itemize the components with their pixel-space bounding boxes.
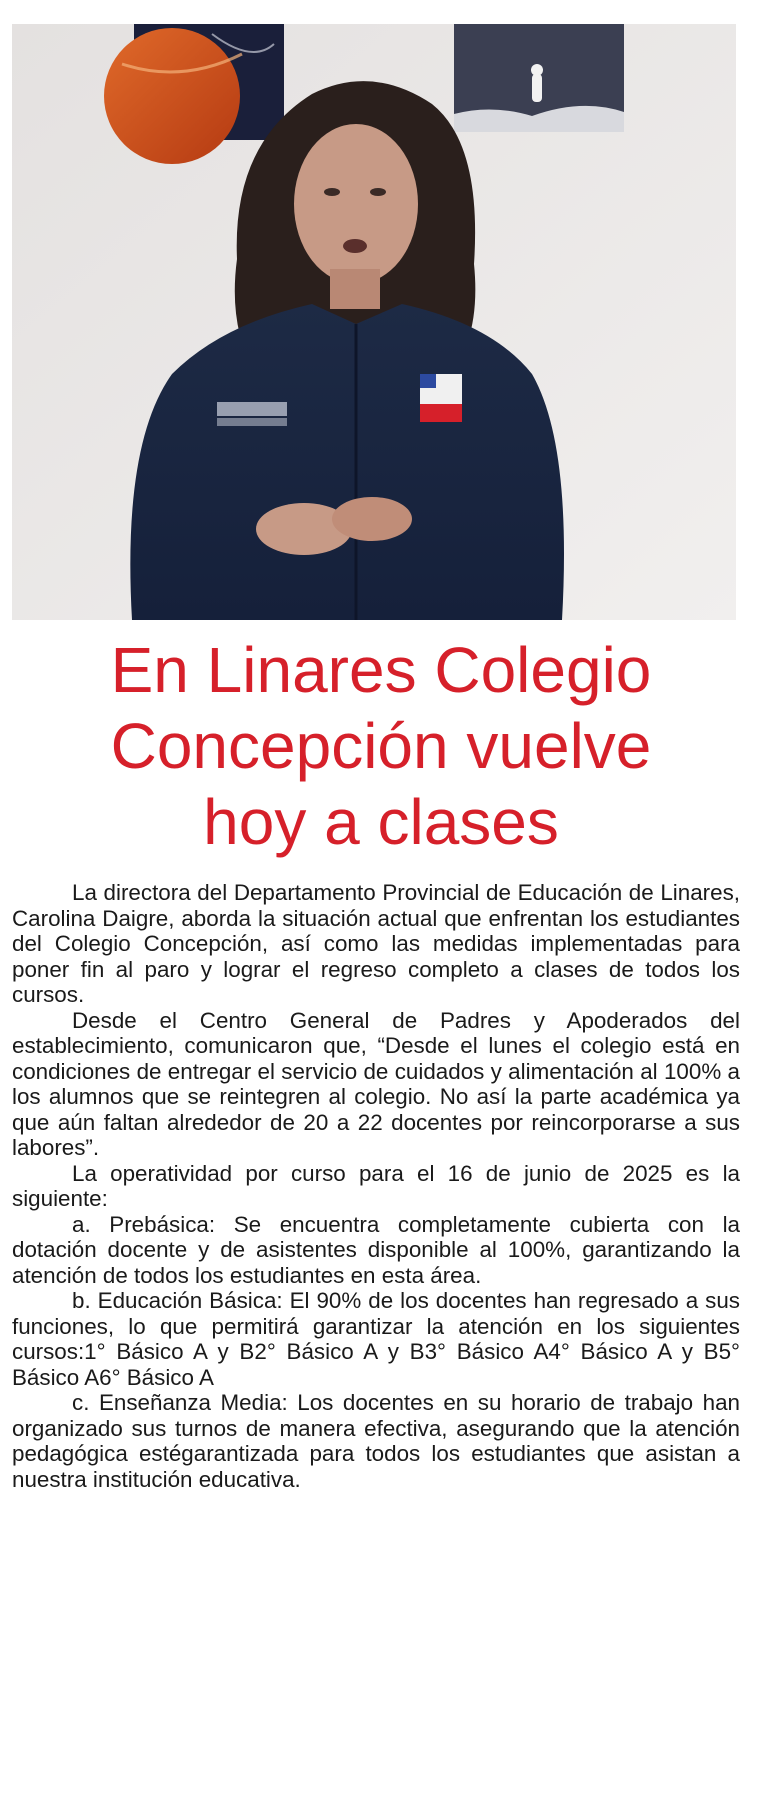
article-paragraph: b. Educación Básica: El 90% de los docentes han regresado a sus funciones, lo que permitirá garantizar la atención en los siguientes cursos:1° Básico A y B2° Básico A y B3° Básico A4° Básico A y B5° Básico A6° Básico A	[12, 1288, 740, 1390]
article-paragraph: Desde el Centro General de Padres y Apoderados del establecimiento, comunicaron que, “Desde el lunes el colegio está en condiciones de entregar el servicio de cuidados y alimentación al 100% a los alumnos que se reintegren al colegio. No así la parte académica ya que aún faltan alrededor de 20 a 22 docentes por reincorporarse a sus labores”.	[12, 1007, 740, 1160]
headline-line-1: En Linares Colegio	[110, 634, 652, 706]
article-paragraph: c. Enseñanza Media: Los docentes en su horario de trabajo han organizado sus turnos de manera efectiva, asegurando que la atención pedagógica estégarantizada para todos los estudiantes que asistan a nuestra institución educativa.	[12, 1390, 740, 1492]
headline-line-3: hoy a clases	[203, 786, 559, 858]
article-paragraph: La directora del Departamento Provincial de Educación de Linares, Carolina Daigre, aborda la situación actual que enfrentan los estudiantes del Colegio Concepción, así como las medidas implementadas para poner fin al paro y lograr el regreso completo a clases de todos los cursos.	[12, 880, 740, 1007]
article-paragraph: a. Prebásica: Se encuentra completamente cubierta con la dotación docente y de asistentes disponible al 100%, garantizando la atención de todos los estudiantes en esta área.	[12, 1211, 740, 1288]
astronaut-poster	[454, 24, 624, 132]
article-body	[12, 880, 740, 1492]
article-paragraph: La operatividad por curso para el 16 de junio de 2025 es la siguiente:	[12, 1160, 740, 1211]
photo-illustration	[12, 24, 736, 620]
headline	[0, 632, 762, 860]
article-photo	[12, 24, 736, 620]
headline-line-2: Concepción vuelve	[110, 710, 652, 782]
